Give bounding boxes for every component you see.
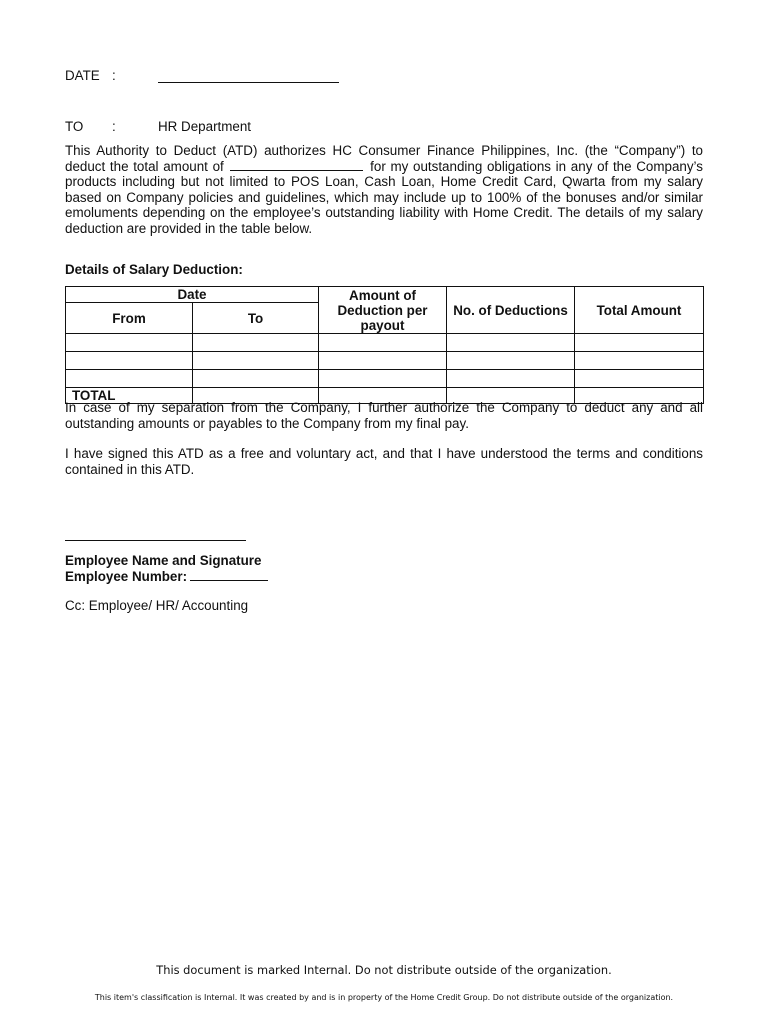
table-cell[interactable] [193,352,319,370]
classification-footer: This item's classification is Internal. It was created by and is in property of the Home Credit Group. Do not distribute outside of the organization. [94,993,674,1002]
table-row [66,370,704,388]
table-cell[interactable] [66,370,193,388]
num-deductions-header: No. of Deductions [447,287,575,334]
table-cell[interactable] [447,370,575,388]
signature-line[interactable] [65,540,246,541]
total-label: TOTAL [66,388,193,404]
salary-deduction-table [65,286,704,404]
separation-paragraph: In case of my separation from the Company, I further authorize the Company to deduct any and all outstanding amounts or payables to the Company from my final pay. [65,400,703,431]
cc-line: Cc: Employee/ HR/ Accounting [65,598,249,613]
classification-notice: This document is marked Internal. Do not distribute outside of the organization. [156,963,612,977]
table-cell[interactable] [66,334,193,352]
table-row [66,352,704,370]
to-value: HR Department [158,119,252,134]
section-title: Details of Salary Deduction: [65,262,243,277]
date-header: Date [66,287,319,303]
table-cell[interactable] [193,334,319,352]
table-cell[interactable] [575,352,704,370]
table-cell[interactable] [447,334,575,352]
employee-name-signature-label: Employee Name and Signature [65,553,262,568]
table-cell[interactable] [447,352,575,370]
intro-part1: This Authority to Deduct (ATD) authorizes HC Consumer Finance Philippines, Inc. (the “Company”) to deduct the total amount of [65,143,703,174]
total-amount-header: Total Amount [575,287,704,334]
amount-header: Amount of Deduction per payout [319,287,447,334]
date-colon: : [112,68,116,83]
to-header: To [193,303,319,334]
to-label: TO [65,119,84,134]
from-header: From [66,303,193,334]
employee-number-blank-line[interactable] [190,568,268,581]
intro-part2: for my outstanding obligations in any of the Company’s products including but not limited to POS Loan, Cash Loan, Home Credit Card, Qwarta from my salary based on Company policies and guidelines, which may include up to 100% of the bonuses and/or similar emoluments depending on the employee’s outstanding liability with Home Credit. The details of my salary deduction are provided in the table below. [65,158,703,236]
table-cell[interactable] [319,334,447,352]
date-blank-line[interactable] [158,70,339,83]
intro-paragraph [65,143,703,237]
table-cell[interactable] [575,370,704,388]
table-cell[interactable] [319,352,447,370]
signed-paragraph: I have signed this ATD as a free and voluntary act, and that I have understood the terms and conditions contained in this ATD. [65,446,703,477]
amount-blank-line[interactable] [230,159,363,171]
table-cell[interactable] [319,370,447,388]
to-colon: : [112,119,116,134]
table-cell[interactable] [575,334,704,352]
date-label: DATE [65,68,100,83]
employee-number-row [65,568,268,584]
table-cell[interactable] [66,352,193,370]
table-cell[interactable] [193,370,319,388]
employee-number-label: Employee Number: [65,569,188,584]
table-row [66,334,704,352]
